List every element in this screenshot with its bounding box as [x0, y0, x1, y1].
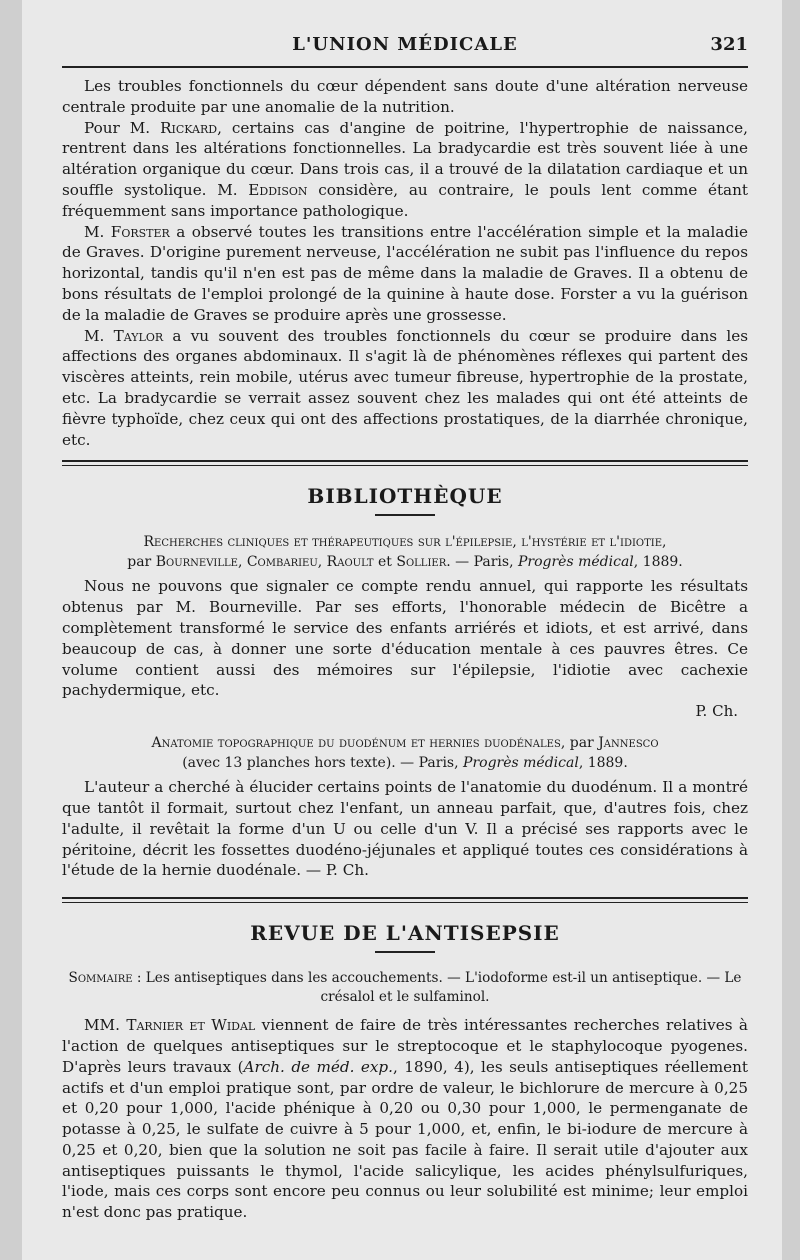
book-citation: Anatomie topographique du duodénum et hernies duodénales, par Jannesco (avec 13 planches hors texte). — Paris, Progrès médical, 1889. [151, 735, 659, 772]
book-title: Recherches cliniques et thérapeutiques sur l'épilepsie, l'hystérie et l'idiotie, [143, 534, 667, 551]
paragraph: M. Taylor a vu souvent des troubles fonctionnels du cœur se produire dans les affections des organes abdominaux. Il s'agit là de phénomènes réflexes qui partent des viscères atteints, rein mobile, utérus avec tumeur fibreuse, hypertrophie de la prostate, etc. La bradycardie se verrait assez souvent chez les malades qui ont été atteints de fièvre typhoïde, chez ceux qui ont des affections prostatiques, de la diarrhée chronique, etc. [62, 326, 748, 449]
author-name: Eddison [248, 180, 308, 199]
journal-name: Arch. de méd. exp. [243, 1057, 393, 1076]
running-header [62, 30, 748, 60]
paragraph: Pour M. Rickard, certains cas d'angine de poitrine, l'hypertrophie de naissance, rentrent dans les altérations fonctionnelles. La bradycardie est très souvent liée à une altération organique du cœur. Dans trois cas, il a trouvé de la dilatation cardiaque et un souffle systolique. M. Eddison considère, au contraire, le pouls lent comme étant fréquemment sans importance pathologique. [62, 118, 748, 220]
author-name: M. Rickard, [129, 118, 222, 137]
review-paragraph: Nous ne pouvons que signaler ce compte rendu annuel, qui rapporte les résultats obtenus par M. Bourneville. Par ses efforts, l'honorable médecin de Bicêtre a complètement transformé le service des enfants arriérés et idiots, et est arrivé, dans beaucoup de cas, à donner une sorte d'éducation mentale à ces pauvres êtres. Ce volume contient aussi des mémoires sur l'épilepsie, l'idiotie avec cachexie pachydermique, etc. [62, 577, 748, 700]
paragraph: M. Forster a observé toutes les transitions entre l'accélération simple et la maladie de Graves. D'origine purement nerveuse, l'accélération ne subit pas l'influence du repos horizontal, tandis qu'il n'en est pas de même dans la maladie de Graves. Il a obtenu de bons résultats de l'emploi prolongé de la quinine à haute dose. Forster a vu la guérison de la maladie de Graves se produire après une grossesse. [62, 222, 749, 324]
title-rule [375, 951, 435, 953]
title-rule [375, 514, 435, 516]
book-author: Jannesco [598, 735, 659, 752]
journal-page [22, 0, 782, 1260]
page-number: 321 [710, 34, 748, 55]
intro-section [62, 76, 748, 450]
antisepsie-section [62, 921, 748, 1223]
author-name: M. Forster [84, 222, 170, 241]
summary-label: Sommaire [68, 970, 133, 987]
section-title: BIBLIOTHÈQUE [307, 484, 503, 509]
paragraph: Les troubles fonctionnels du cœur dépendent sans doute d'une altération nerveuse centrale produite par une anomalie de la nutrition. [62, 77, 748, 116]
section-divider [62, 460, 748, 466]
book-citation: Recherches cliniques et thérapeutiques sur l'épilepsie, l'hystérie et l'idiotie, par Bourneville, Combarieu, Raoult et Sollier. — Paris, Progrès médical, 1889. [127, 534, 683, 571]
book-authors: Bourneville, Combarieu, Raoult [155, 554, 374, 571]
publisher: Progrès médical [463, 755, 579, 772]
review-paragraph: L'auteur a cherché à élucider certains points de l'anatomie du duodénum. Il a montré que tantôt il formait, surtout chez l'enfant, un anneau parfait, que, d'autres fois, chez l'adulte, il revêtait la forme d'un U ou celle d'un V. Il a précisé ses rapports avec le péritoine, décrit les fossettes duodéno-jéjunales et appliqué toutes ces considérations à l'étude de la hernie duodénale. — P. Ch. [62, 778, 748, 880]
author-name: M. Taylor [84, 326, 164, 345]
journal-title: L'UNION MÉDICALE [292, 34, 518, 55]
book-author: Sollier. [396, 554, 451, 571]
signature: P. Ch. [695, 702, 738, 721]
header-rule [62, 66, 748, 68]
paragraph: MM. Tarnier et Widal viennent de faire de très intéressantes recherches relatives à l'action de quelques antiseptiques sur le streptocoque et le staphylocoque pyogenes. D'après leurs travaux (Arch. de méd. exp., 1890, 4), les seuls antiseptiques réellement actifs et d'un emploi pratique sont, par ordre de valeur, le bichlorure de mercure à 0,25 et 0,20 pour 1,000, l'acide phénique à 0,20 ou 0,30 pour 1,000, le permenganate de potasse à 0,25, le sulfate de cuivre à 5 pour 1,000, et, enfin, le bi-iodure de mercure à 0,25 et 0,20, bien que la solution ne soit pas facile à faire. Il serait utile d'ajouter aux antiseptiques puissants le thymol, l'acide salicylique, les acides phénylsulfuriques, l'iode, mais ces corps sont encore peu connus ou leur solubilité est minime; leur emploi n'est donc pas pratique. [62, 1016, 748, 1222]
book-title: Anatomie topographique du duodénum et hernies duodénales, [151, 735, 566, 752]
section-divider [62, 897, 748, 903]
summary: Sommaire : Les antiseptiques dans les accouchements. — L'iodoforme est-il un antiseptique. — Le crésalol et le sulfaminol. [68, 970, 742, 1006]
bibliotheque-section [62, 484, 748, 881]
author-names: MM. Tarnier et Widal [84, 1016, 256, 1035]
section-title: REVUE DE L'ANTISEPSIE [250, 921, 560, 946]
publisher: Progrès médical [517, 554, 634, 571]
